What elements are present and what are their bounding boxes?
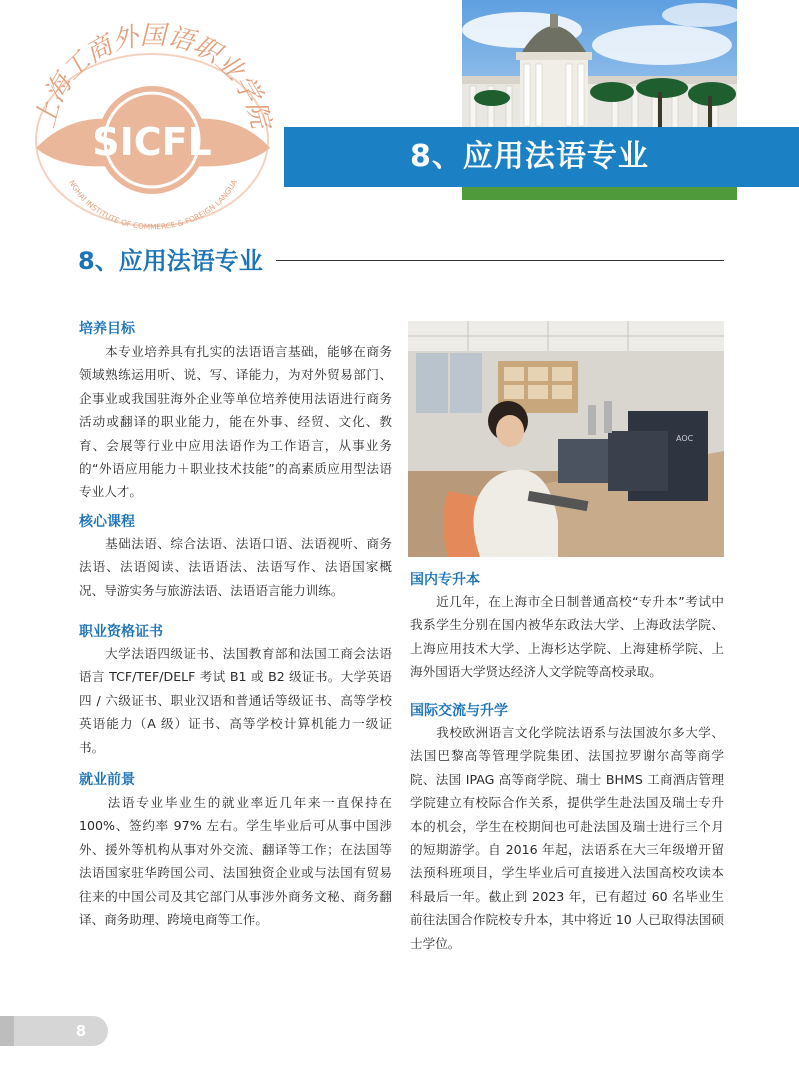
logo-english-name: NGHAI INSTITUTE OF COMMERCE & FOREIGN LANGUA — [67, 178, 239, 230]
logo-acronym: SICFL — [92, 120, 212, 164]
courses-heading: 核心课程 — [79, 514, 135, 530]
international-heading: 国际交流与升学 — [410, 703, 508, 719]
banner-title: 8、应用法语专业 — [410, 139, 649, 174]
upgrade-heading: 国内专升本 — [410, 572, 480, 588]
employment-heading: 就业前景 — [79, 772, 135, 788]
goal-heading: 培养目标 — [79, 321, 135, 337]
logo-arc-text: 上海工商外国语职业学院 — [30, 20, 276, 132]
monitor-brand: AOC — [676, 434, 694, 443]
section-divider — [276, 260, 724, 261]
classroom-photo — [408, 321, 724, 557]
employment-text: 法语专业毕业生的就业率近几年来一直保持在 100%、签约率 97% 左右。学生毕业后可从事中国涉外、援外等机构从事对外交流、翻译等工作；在法国等法语国家驻华跨国公司、法国独资企业或与法国有贸易往来的中国公司及其它部门从事涉外商务文秘、商务翻译、商务助理、跨境电商等工作。 — [79, 795, 392, 928]
courses-text: 基础法语、综合法语、法语口语、法语视听、商务法语、法语阅读、法语语法、法语写作、法语国家概况、导游实务与旅游法语、法语语言能力训练。 — [79, 536, 392, 598]
certificates-heading: 职业资格证书 — [79, 624, 163, 640]
section-title: 8、应用法语专业 — [78, 247, 263, 275]
page-tab-edge — [0, 1016, 14, 1046]
page-number: 8 — [75, 1022, 87, 1040]
certificates-text: 大学法语四级证书、法国教育部和法国工商会法语语言 TCF/TEF/DELF 考试 B1 或 B2 级证书。大学英语四 / 六级证书、职业汉语和普通话等级证书、高等学校英语能力（A 级）证书、高等学校计算机能力一级证书。 — [79, 646, 392, 755]
school-logo — [28, 20, 278, 230]
international-text: 我校欧洲语言文化学院法语系与法国波尔多大学、法国巴黎高等管理学院集团、法国拉罗谢尔高等商学院、法国 IPAG 高等商学院、瑞士 BHMS 工商酒店管理学院建立有校际合作关系，提供学生赴法国及瑞士专升本的机会，学生在校期间也可赴法国及瑞士进行三个月的短期游学。自 2016 年起，法语系在大三年级增开留法预科班项目，学生毕业后可直接进入法国高校攻读本科最后一年。截止到 2023 年，已有超过 60 名毕业生前往法国合作院校专升本，其中将近 10 人已取得法国硕士学位。 — [410, 725, 724, 951]
goal-text: 本专业培养具有扎实的法语语言基础，能够在商务领域熟练运用听、说、写、译能力，为对外贸易部门、企事业或我国驻海外企业等单位培养使用法语进行商务活动或翻译的职业能力，能在外事、经贸、文化、教育、会展等行业中应用法语作为工作语言，从事业务的“外语应用能力＋职业技术技能”的高素质应用型法语专业人才。 — [79, 344, 392, 500]
upgrade-text: 近几年，在上海市全日制普通高校“专升本”考试中我系学生分别在国内被华东政法大学、上海政法学院、上海应用技术大学、上海杉达学院、上海建桥学院、上海外国语大学贤达经济人文学院等高校录取。 — [410, 594, 724, 680]
